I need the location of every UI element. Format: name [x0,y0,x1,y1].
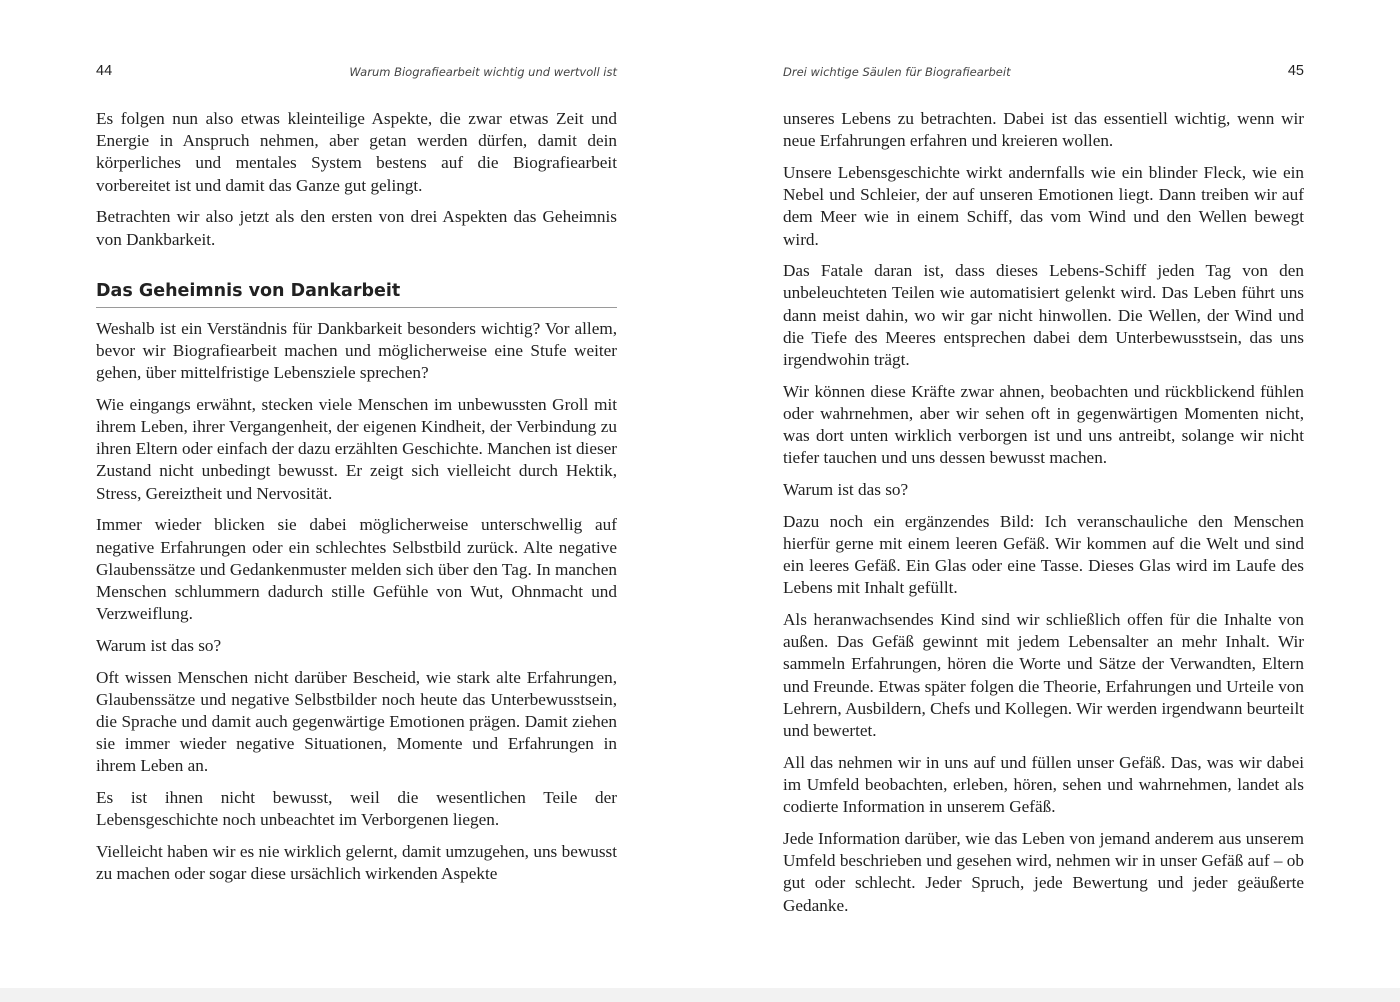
paragraph: Warum ist das so? [96,635,222,655]
paragraph: Oft wissen Menschen nicht darüber Bescheid, wie stark alte Erfahrungen, Glaubenssätze und negative Selbstbilder noch heute das Unterbewusstsein, die Sprache und damit auch gegenwärtige Emotionen prägen. Damit ziehen sie immer wieder negative Situationen, Momente und Erfahrungen in ihrem Leben an. [96,667,617,776]
running-head-title: Warum Biografiearbeit wichtig und wertvoll ist [349,65,617,79]
paragraph: Immer wieder blicken sie dabei möglicherweise unterschwellig auf negative Erfahrungen oder ein schlechtes Selbstbild zurück. Alte negative Glaubenssätze und Gedankenmuster melden sich über den Tag. In manchen Menschen schlummern dadurch stille Gefühle von Wut, Ohnmacht und Verzweiflung. [96,515,617,624]
paragraph: Das Fatale daran ist, dass dieses Lebens-Schiff jeden Tag von den unbeleuchteten Teilen wie automatisiert gelenkt wird. Das Leben führt uns dann meist dahin, wo wir gar nicht hinwollen. Die Wellen, der Wind und die Tiefe des Meeres entsprechen dabei dem Unterbewusstsein, das uns irgendwohin trägt. [783,261,1304,370]
running-head-title: Drei wichtige Säulen für Biografiearbeit [783,65,1011,79]
left-body-text [96,108,617,895]
left-running-head [96,63,617,83]
right-running-head [783,63,1304,83]
paragraph: Als heranwachsendes Kind sind wir schließlich offen für die Inhalte von außen. Das Gefäß gewinnt mit jedem Lebensalter an mehr Inhalt. Wir sammeln Erfahrungen, hören die Worte und Sätze der Verwandten, Eltern und Freunde. Etwas später folgen die Theorie, Erfahrungen und Urteile von Lehrern, Ausbildern, Chefs und Kollegen. Wir werden irgendwann beurteilt und bewertet. [783,610,1304,741]
paragraph: Wie eingangs erwähnt, stecken viele Menschen im unbewussten Groll mit ihrem Leben, ihrer Vergangenheit, der eigenen Kindheit, der Verbindung zu ihren Eltern oder einfach der dazu erzählten Geschichte. Manchen ist dieser Zustand nicht unbedingt bewusst. Er zeigt sich vielleicht durch Hektik, Stress, Gereiztheit und Nervosität. [96,394,617,503]
paragraph: All das nehmen wir in uns auf und füllen unser Gefäß. Das, was wir dabei im Umfeld beobachten, erleben, hören, sehen und wahrnehmen, landet als codierte Information in unserem Gefäß. [783,752,1304,817]
page-number: 45 [1287,63,1304,79]
paragraph: unseres Lebens zu betrachten. Dabei ist das essentiell wichtig, wenn wir neue Erfahrungen erfahren und kreieren wollen. [783,109,1304,151]
paragraph: Dazu noch ein ergänzendes Bild: Ich veranschauliche den Menschen hierfür gerne mit einem leeren Gefäß. Wir kommen auf die Welt und sind ein leeres Gefäß. Ein Glas oder eine Tasse. Dieses Glas wird im Laufe des Lebens mit Inhalt gefüllt. [783,511,1304,598]
paragraph: Jede Information darüber, wie das Leben von jemand anderem aus unserem Umfeld beschrieben und gesehen wird, nehmen wir in unser Gefäß auf – ob gut oder schlecht. Jeder Spruch, jede Bewertung und jeder geäußerte Gedanke. [783,828,1304,915]
paragraph: Unsere Lebensgeschichte wirkt andernfalls wie ein blinder Fleck, wie ein Nebel und Schleier, der auf unseren Emotionen liegt. Dann treiben wir auf dem Meer wie in einem Schiff, das vom Wind und den Wellen bewegt wird. [783,162,1304,249]
bottom-edge-strip [0,988,1400,1002]
paragraph: Warum ist das so? [783,480,909,500]
paragraph: Betrachten wir also jetzt als den ersten von drei Aspekten das Geheimnis von Dankbarkeit. [96,207,617,249]
paragraph: Wir können diese Kräfte zwar ahnen, beobachten und rückblickend fühlen oder wahrnehmen, aber wir sehen oft in gegenwärtigen Momenten nicht, was dort unten wirklich verborgen ist und uns antreibt, solange wir nicht tiefer tauchen und uns dessen bewusst machen. [783,381,1304,468]
section-heading: Das Geheimnis von Dankarbeit [96,279,617,308]
left-page [96,0,617,1002]
paragraph: Vielleicht haben wir es nie wirklich gelernt, damit umzugehen, uns bewusst zu machen oder sogar diese ursächlich wirkenden Aspekte [96,841,617,884]
paragraph: Es ist ihnen nicht bewusst, weil die wesentlichen Teile der Lebensgeschichte noch unbeachtet im Verborgenen liegen. [96,788,617,830]
paragraph: Weshalb ist ein Verständnis für Dankbarkeit besonders wichtig? Vor allem, bevor wir Biografiearbeit machen und möglicherweise eine Stufe weiter gehen, über mittelfristige Lebensziele sprechen? [96,318,617,383]
right-body-text [783,108,1304,926]
right-page [783,0,1304,1002]
page-number: 44 [96,63,113,79]
paragraph: Es folgen nun also etwas kleinteilige Aspekte, die zwar etwas Zeit und Energie in Anspruch nehmen, aber getan werden dürfen, damit dein körperliches und mentales System bestens auf die Biografiearbeit vorbereitet ist und damit das Ganze gut gelingt. [96,109,617,195]
